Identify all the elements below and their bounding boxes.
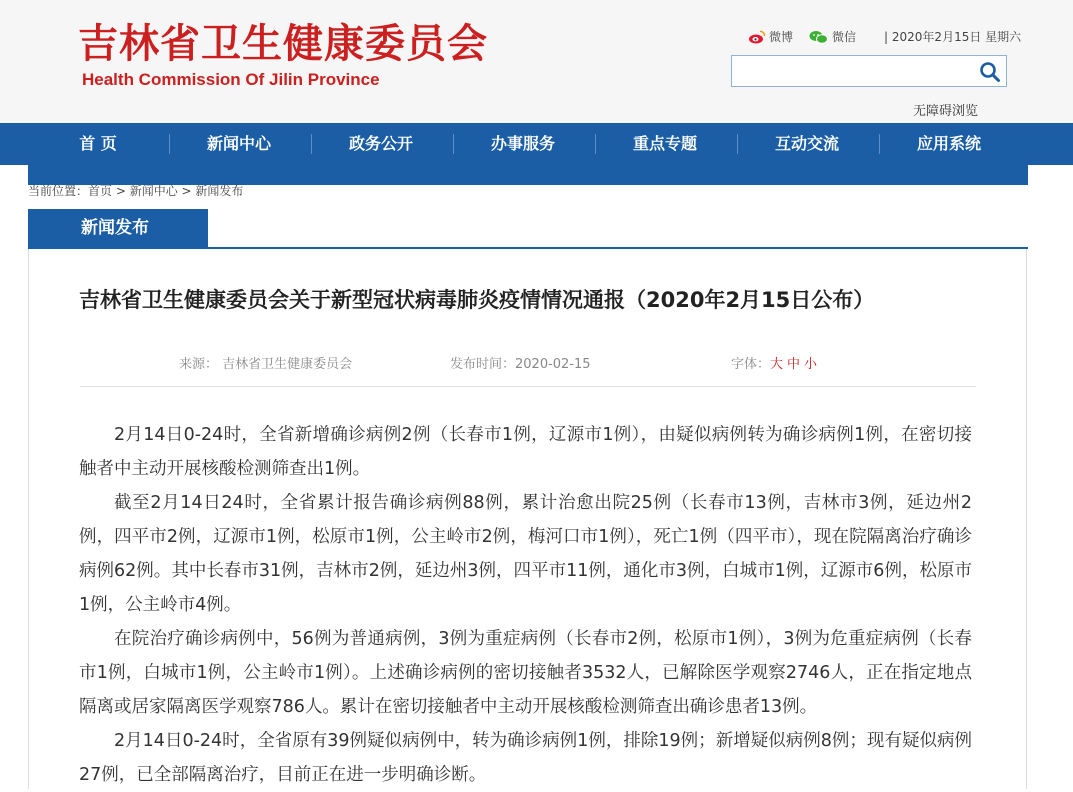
article-paragraph: 2月14日0-24时，全省原有39例疑似病例中，转为确诊病例1例，排除19例；新增疑似病例8例；现有疑似病例27例，已全部隔离治疗，目前正在进一步明确诊断。: [79, 731, 972, 785]
breadcrumb-prefix: 当前位置：: [28, 184, 89, 198]
top-utility-bar: [748, 28, 1021, 45]
article-title: 吉林省卫生健康委员会关于新型冠状病毒肺炎疫情情况通报（2020年2月15日公布）: [79, 288, 875, 312]
article-source: 来源： 吉林省卫生健康委员会: [179, 357, 353, 372]
weibo-link[interactable]: [748, 28, 793, 45]
nav-divider: [311, 134, 312, 154]
weibo-icon: [748, 30, 766, 44]
search-icon: [978, 60, 1002, 84]
article-paragraph: 2月14日0-24时，全省新增确诊病例2例（长春市1例，辽源市1例），由疑似病例转为确诊病例1例，在密切接触者中主动开展核酸检测筛查出1例。: [79, 425, 972, 479]
article-publish-time: 发布时间：2020-02-15: [450, 357, 591, 372]
font-size-small-button[interactable]: 小: [804, 357, 818, 372]
current-date: | 2020年2月15日 星期六: [884, 30, 1022, 44]
accessibility-link[interactable]: 无障碍浏览: [913, 104, 979, 119]
meta-divider: [80, 386, 976, 387]
search-button[interactable]: [978, 60, 1002, 84]
article-paragraph: 截至2月14日24时，全省累计报告确诊病例88例，累计治愈出院25例（长春市13例，吉林市3例，延边州2例，四平市2例，辽源市1例，松原市1例，公主岭市2例，梅河口市1例），死亡1例（四平市），现在院隔离治疗确诊病例62例。其中长春市31例，吉林市2例，延边州3例，四平市11例，通化市3例，白城市1例，辽源市6例，松原市1例，公主岭市4例。: [79, 493, 972, 615]
breadcrumb-separator: >: [177, 184, 196, 198]
section-tab-label: 新闻发布: [81, 218, 149, 238]
font-size-medium-button[interactable]: 中: [787, 357, 801, 372]
breadcrumb-news-release[interactable]: 新闻发布: [195, 184, 244, 198]
wechat-label: 微信: [832, 30, 857, 44]
weibo-label: 微博: [769, 30, 794, 44]
font-size-label: 字体：: [731, 357, 771, 372]
breadcrumb: [28, 182, 243, 199]
wechat-link[interactable]: [809, 28, 856, 45]
nav-services[interactable]: 办事服务: [490, 134, 555, 153]
main-nav: [0, 123, 1073, 165]
breadcrumb-home[interactable]: 首页: [88, 184, 113, 198]
nav-app-systems[interactable]: 应用系统: [916, 134, 981, 153]
nav-divider: [737, 134, 738, 154]
nav-news-center[interactable]: 新闻中心: [206, 134, 271, 153]
nav-interaction[interactable]: 互动交流: [774, 134, 839, 153]
article-body: [79, 418, 972, 792]
nav-divider: [879, 134, 880, 154]
breadcrumb-separator: >: [112, 184, 130, 198]
site-logo-chinese[interactable]: 吉林省卫生健康委员会: [78, 21, 488, 67]
nav-government-affairs[interactable]: 政务公开: [348, 134, 413, 153]
site-logo-english: Health Commission Of Jilin Province: [82, 70, 380, 89]
nav-divider: [595, 134, 596, 154]
nav-divider: [453, 134, 454, 154]
breadcrumb-news-center[interactable]: 新闻中心: [129, 184, 178, 198]
section-tab[interactable]: [28, 209, 208, 247]
font-size-control: [731, 353, 821, 372]
wechat-icon: [809, 30, 829, 44]
search-box: [731, 55, 1007, 87]
search-input[interactable]: [732, 56, 988, 86]
nav-home[interactable]: 首 页: [79, 134, 117, 153]
site-header: [0, 0, 1073, 123]
nav-special-topics[interactable]: 重点专题: [632, 134, 697, 153]
article-paragraph: 在院治疗确诊病例中，56例为普通病例，3例为重症病例（长春市2例，松原市1例），3例为危重症病例（长春市1例，白城市1例，公主岭市1例）。上述确诊病例的密切接触者3532人，已解除医学观察2746人，正在指定地点隔离或居家隔离医学观察786人。累计在密切接触者中主动开展核酸检测筛查出确诊患者13例。: [79, 629, 972, 717]
nav-divider: [169, 134, 170, 154]
font-size-large-button[interactable]: 大: [770, 357, 784, 372]
